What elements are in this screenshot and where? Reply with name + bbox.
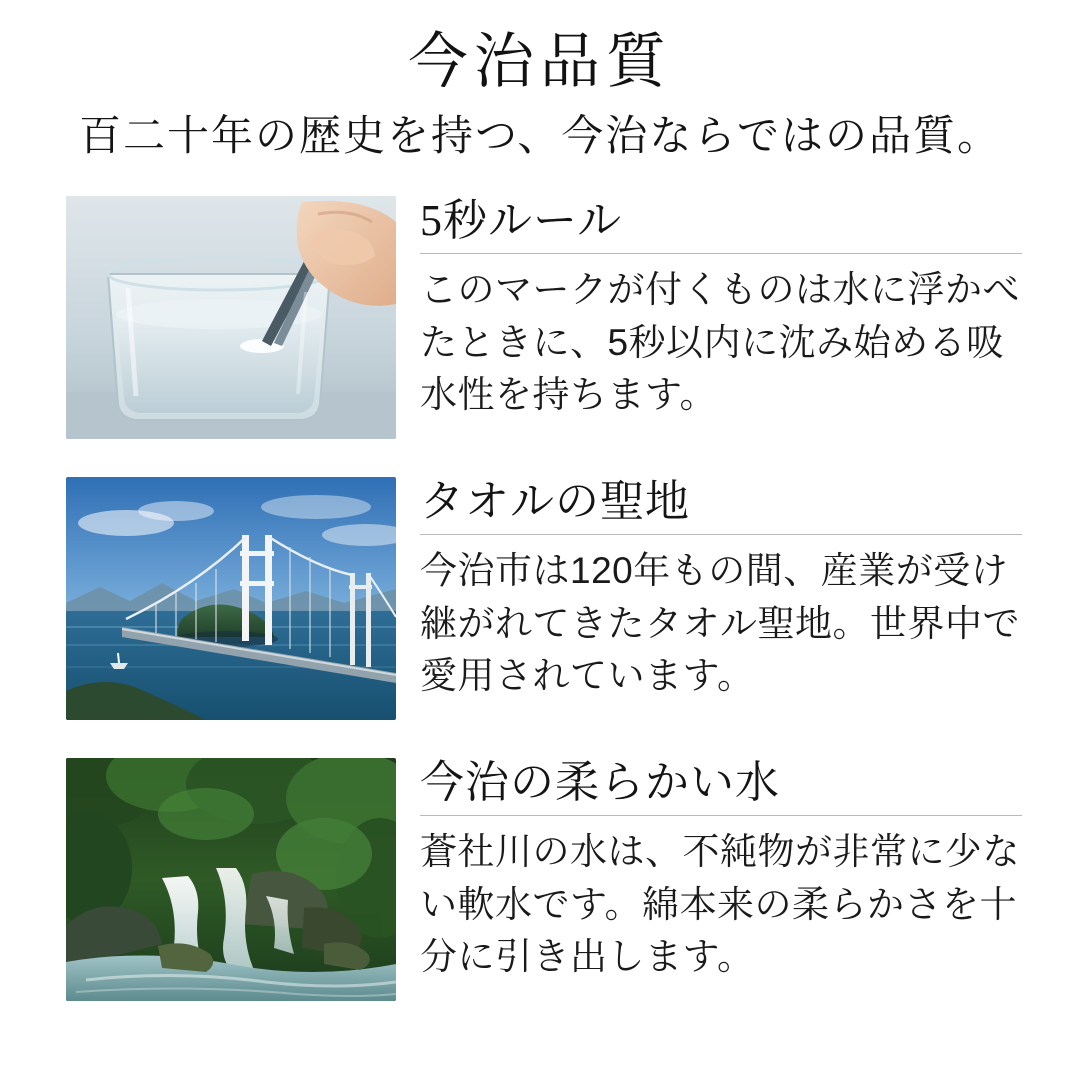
feature-list [0,196,1080,1001]
page-title: 今治品質 [408,29,672,95]
feature-text: 今治市は120年もの間、産業が受け継がれてきたタオル聖地。世界中で愛用されています。 [420,549,1020,697]
page-header [0,0,1080,162]
river-waterfall-photo [66,758,396,1001]
water-glass-photo [66,196,396,439]
kurushima-bridge-photo [66,477,396,720]
bridge-seascape-illustration [66,477,396,720]
feature-body [396,477,1022,702]
feature-title: 5秒ルール [420,196,1022,254]
feature-item [66,196,1022,439]
feature-item [66,758,1022,1001]
water-glass-illustration [66,196,396,439]
feature-body [396,758,1022,983]
page-subtitle: 百二十年の歴史を持つ、今治ならではの品質。 [79,114,1001,160]
feature-text: このマークが付くものは水に浮かべたときに、5秒以内に沈み始める吸水性を持ちます。 [420,268,1020,416]
feature-body [396,196,1022,421]
feature-text: 蒼社川の水は、不純物が非常に少ない軟水です。綿本来の柔らかさを十分に引き出します。 [420,830,1020,978]
feature-item [66,477,1022,720]
feature-title: 今治の柔らかい水 [420,758,1022,816]
waterfall-illustration [66,758,396,1001]
feature-title: タオルの聖地 [420,477,1022,535]
